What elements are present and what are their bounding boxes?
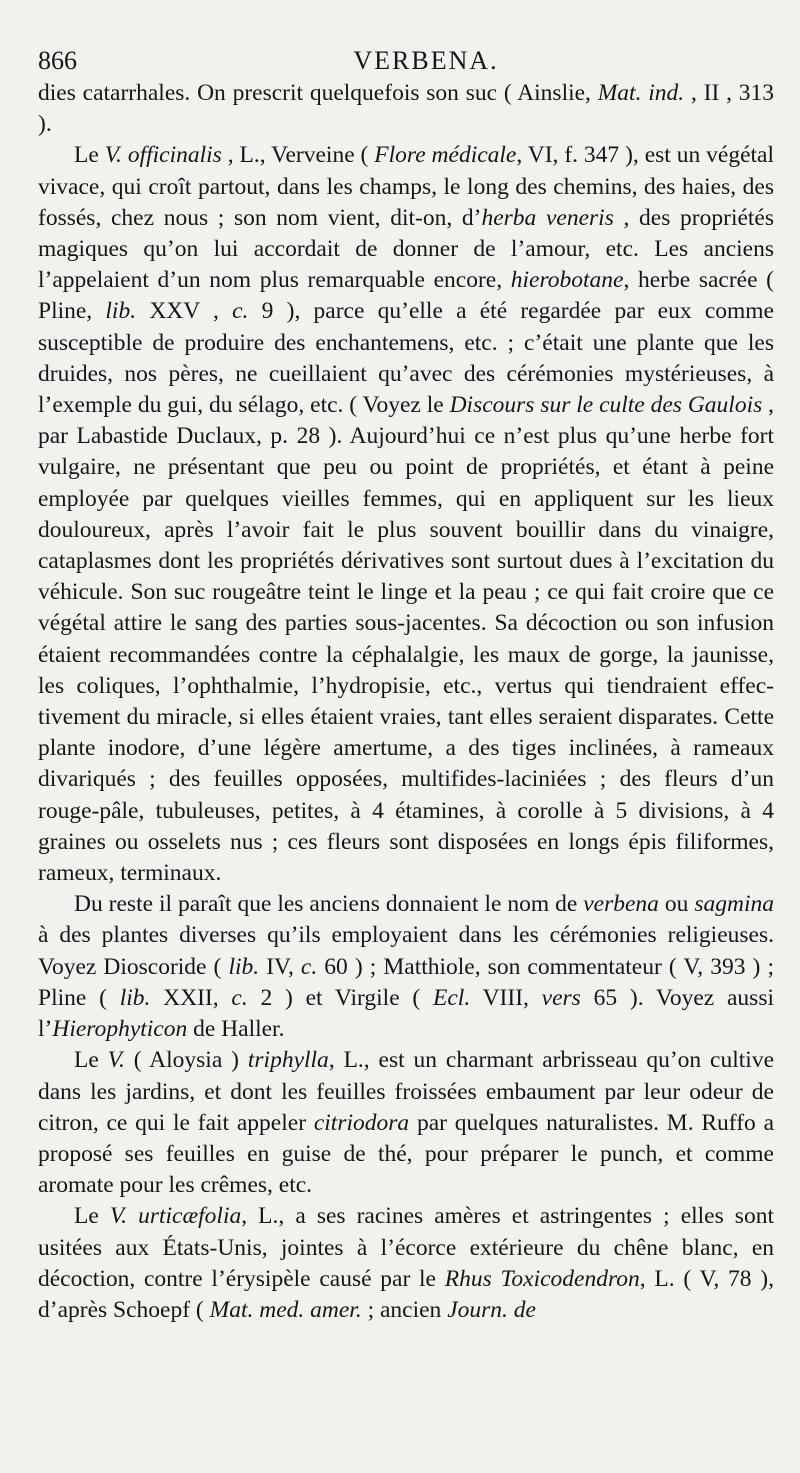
text-segment: IV, xyxy=(259,953,301,980)
text-segment: Le xyxy=(74,1203,110,1230)
text-segment: de Haller. xyxy=(187,1016,285,1043)
italic-text-segment: sagmina xyxy=(694,891,774,918)
italic-text-segment: lib. xyxy=(228,953,260,980)
text-segment: Le xyxy=(74,1047,108,1074)
text-segment: XXV , xyxy=(136,298,233,325)
italic-text-segment: V. xyxy=(107,1047,125,1074)
italic-text-segment: verbena xyxy=(583,891,659,918)
italic-text-segment: triphylla xyxy=(247,1047,329,1074)
italic-text-segment: herba veneris xyxy=(481,204,614,231)
text-segment: , par Labastide Duclaux, p. 28 ). Aujourd’hui ce n’est plus qu’une herbe fort vulgaire, ne présentant que peu ou point de propriétés, et étant à peine employée par quelques vieilles femmes, qui en appliquent sur les lieux douloureux, après l’avoir fait le plus souvent bouillir dans du vinaigre, cataplasmes dont les propriétés dérivatives sont surtout dues à l’excitation du véhicule. Son suc rougeâtre teint le linge et la peau ; ce qui fait croire que ce végétal attire le sang des parties sous-jacentes. Sa décoction ou son infusion étaient recommandées contre la céphalalgie, les maux de gorge, la jaunisse, les coliques, l’ophthalmie, l’hydropisie, etc., vertus qui tiendraient effectivement du miracle, si elles étaient vraies, tant elles seraient disparates. Cette plante inodore, d’une légère amertume, a des tiges inclinées, à rameaux divariqués ; des feuilles opposées, multifides-laciniées ; des fleurs d’un rouge-pâle, tubuleuses, petites, à 4 étamines, à corolle à 5 divisions, à 4 graines ou osselets nus ; ces fleurs sont disposées en longs épis filiformes, rameux, terminaux. xyxy=(38,392,774,887)
text-segment: XXII, xyxy=(150,984,232,1011)
body-text xyxy=(38,78,774,1326)
italic-text-segment: Hierophyticon xyxy=(52,1016,188,1043)
text-segment: ou xyxy=(658,891,695,918)
text-segment: VIII, xyxy=(470,984,542,1011)
text-segment: , herbe sacrée ( Pline, xyxy=(38,267,774,325)
text-segment: , II , 313 ). xyxy=(38,80,775,138)
italic-text-segment: lib. xyxy=(119,984,151,1011)
paragraph-triphylla xyxy=(38,1045,774,1201)
paragraph-continuation xyxy=(38,78,774,140)
paragraph-urticaefolia xyxy=(38,1201,774,1326)
text-segment: , des propriétés magiques qu’on lui accordait de donner de l’amour, etc. Les anciens l’appelaient d’un nom plus remarquable encore, xyxy=(38,204,775,294)
text-segment: Le xyxy=(74,142,105,169)
text-segment: ; ancien xyxy=(361,1296,448,1323)
text-segment: par quelques naturalistes. M. Ruffo a proposé ses feuilles en guise de thé, pour préparer le punch, et comme aromate pour les crêmes, etc. xyxy=(38,1109,775,1199)
italic-text-segment: vers xyxy=(541,984,581,1011)
text-segment: à des plantes diverses qu’ils employaient dans les cérémonies religieuses. Voyez Dioscoride ( xyxy=(38,922,774,980)
page-number: 866 xyxy=(38,46,77,75)
italic-text-segment: V. officinalis xyxy=(104,142,222,169)
text-segment: , VI, f. 347 ), est un végétal vivace, qui croît partout, dans les champs, le long des chemins, des haies, des fossés, chez nous ; son nom vient, dit-on, d’ xyxy=(38,142,774,231)
text-segment: 65 ). Voyez aussi l’ xyxy=(38,984,774,1043)
text-segment: , L., Verveine ( xyxy=(221,142,375,169)
italic-text-segment: hierobotane xyxy=(510,267,624,294)
paragraph-verbena-ancients xyxy=(38,889,774,1045)
text-segment: , L., a ses racines amères et astringentes ; elles sont usitées aux États-Unis, jointes à l’écorce extérieure du chêne blanc, en décoction, contre l’érysipèle causé par le xyxy=(38,1203,774,1292)
text-segment: , L., est un charmant arbrisseau qu’on cultive dans les jardins, et dont les feuilles froissées embaument par leur odeur de citron, ce qui le fait appeler xyxy=(38,1047,775,1136)
italic-text-segment: c. xyxy=(232,298,249,325)
text-segment: ( Aloysia ) xyxy=(124,1047,248,1074)
text-segment: dies catarrhales. On prescrit quelquefois son suc ( Ainslie, xyxy=(38,80,598,106)
italic-text-segment: c. xyxy=(231,984,248,1011)
text-segment: Du reste il paraît que les anciens donnaient le nom de xyxy=(74,891,584,918)
italic-text-segment: Flore médicale xyxy=(374,142,517,169)
italic-text-segment: c. xyxy=(300,953,318,980)
italic-text-segment: Mat. med. amer. xyxy=(209,1296,362,1323)
text-segment: 2 ) et Virgile ( xyxy=(247,984,434,1011)
italic-text-segment: citriodora xyxy=(313,1109,410,1136)
paragraph-officinalis xyxy=(38,140,774,889)
italic-text-segment: Discours sur le culte des Gaulois xyxy=(449,392,763,419)
text-segment: 9 ), parce qu’elle a été regardée par eux comme susceptible de produire des enchantemens, etc. ; c’était une plante que les druides, nos pères, ne cueillaient qu’avec des cérémonies mystérieuses, à l’exemple du gui, du sélago, etc. ( Voyez le xyxy=(38,298,774,419)
italic-text-segment: Journ. de xyxy=(447,1296,536,1323)
italic-text-segment: Rhus Toxicodendron xyxy=(444,1265,640,1292)
text-segment: , L. ( V, 78 ), d’après Schoepf ( xyxy=(38,1265,774,1323)
italic-text-segment: V. urticæfolia xyxy=(109,1203,242,1230)
italic-text-segment: Ecl. xyxy=(433,984,471,1011)
running-title: VERBENA. xyxy=(353,46,499,75)
page-header xyxy=(38,44,774,78)
italic-text-segment: lib. xyxy=(105,298,137,325)
text-segment: 60 ) ; Matthiole, son commentateur ( V, 393 ) ; Pline ( xyxy=(38,953,774,1011)
italic-text-segment: Mat. ind. xyxy=(597,80,685,106)
